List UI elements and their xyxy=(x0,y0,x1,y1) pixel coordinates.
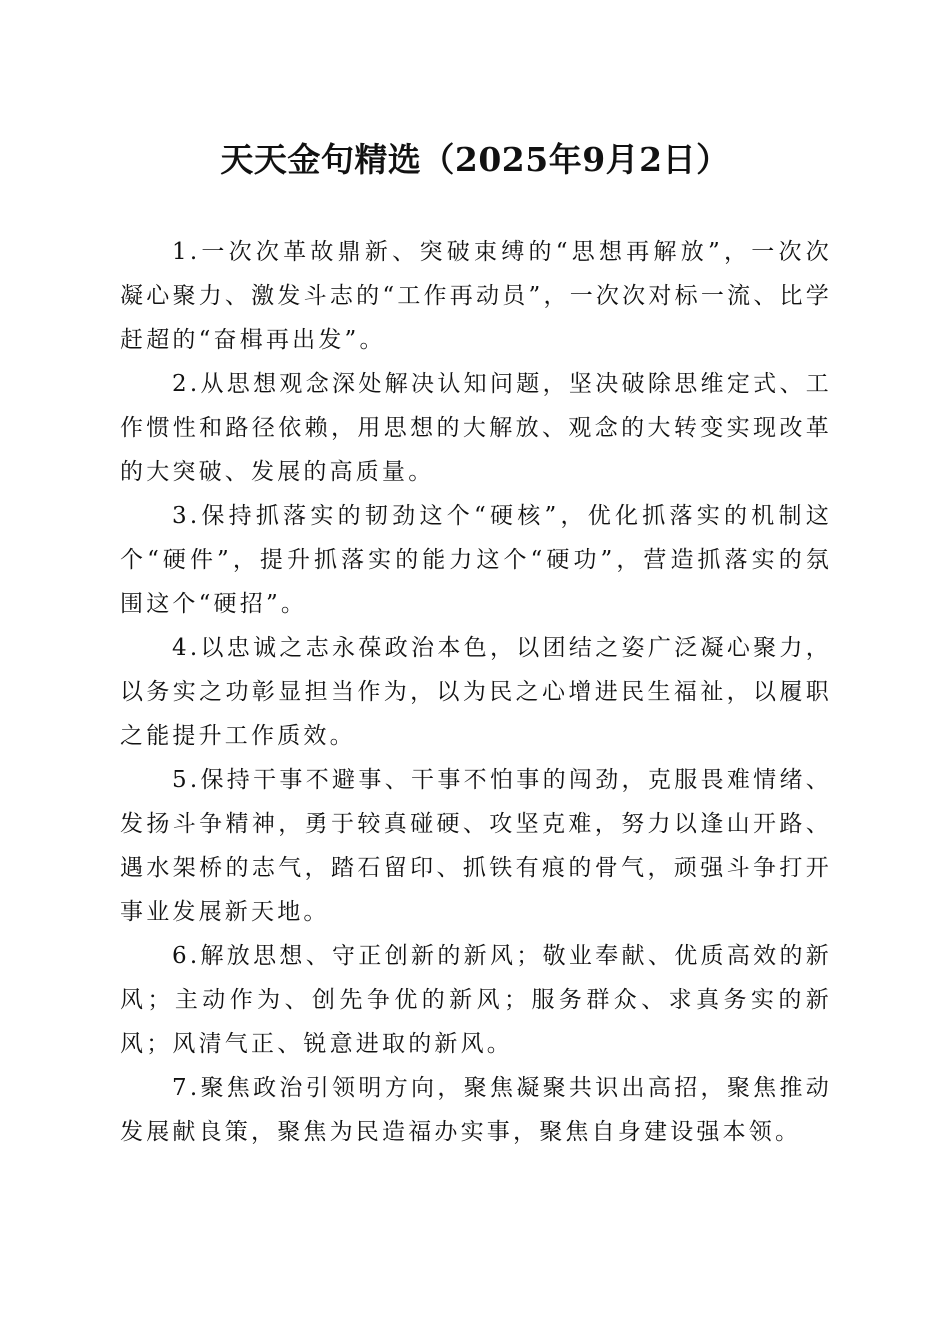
paragraph-1: 1.一次次革故鼎新、突破束缚的“思想再解放”，一次次凝心聚力、激发斗志的“工作再动员”，一次次对标一流、比学赶超的“奋楫再出发”。 xyxy=(120,239,832,353)
paragraph-6: 6.解放思想、守正创新的新风；敬业奉献、优质高效的新风；主动作为、创先争优的新风；服务群众、求真务实的新风；风清气正、锐意进取的新风。 xyxy=(120,943,832,1057)
document-title: 天天金句精选（2025年9月2日） xyxy=(220,140,730,179)
paragraph-4: 4.以忠诚之志永葆政治本色，以团结之姿广泛凝心聚力，以务实之功彰显担当作为，以为民之心增进民生福祉，以履职之能提升工作质效。 xyxy=(120,635,832,749)
document-body xyxy=(120,230,832,1154)
paragraph-3: 3.保持抓落实的韧劲这个“硬核”，优化抓落实的机制这个“硬件”，提升抓落实的能力这个“硬功”，营造抓落实的氛围这个“硬招”。 xyxy=(120,503,832,617)
paragraph-5: 5.保持干事不避事、干事不怕事的闯劲，克服畏难情绪、发扬斗争精神，勇于较真碰硬、攻坚克难，努力以逢山开路、遇水架桥的志气，踏石留印、抓铁有痕的骨气，顽强斗争打开事业发展新天地。 xyxy=(120,767,832,925)
paragraph-7: 7.聚焦政治引领明方向，聚焦凝聚共识出高招，聚焦推动发展献良策，聚焦为民造福办实事，聚焦自身建设强本领。 xyxy=(120,1075,832,1145)
paragraph-2: 2.从思想观念深处解决认知问题，坚决破除思维定式、工作惯性和路径依赖，用思想的大解放、观念的大转变实现改革的大突破、发展的高质量。 xyxy=(120,371,832,485)
